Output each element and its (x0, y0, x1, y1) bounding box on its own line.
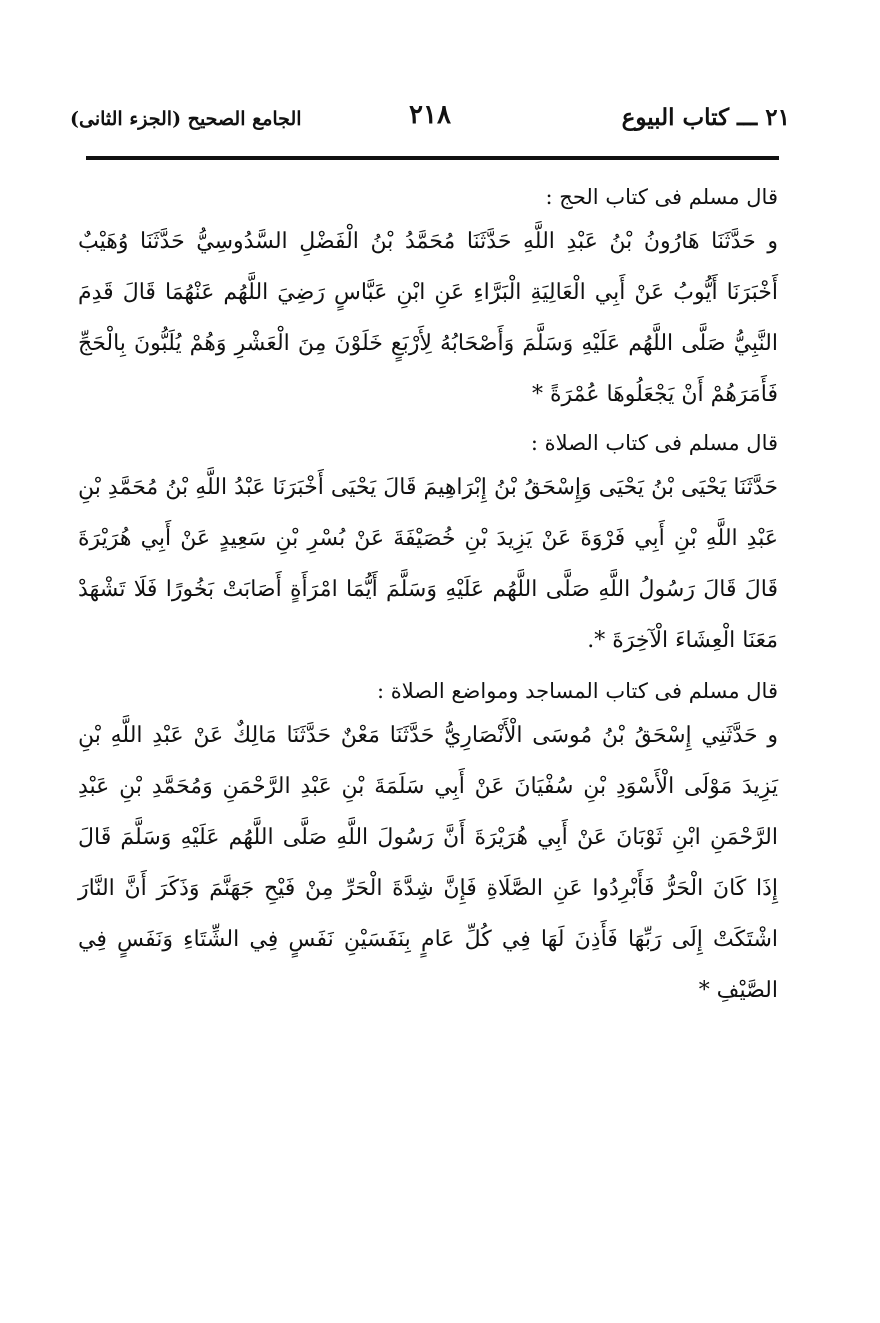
hadith-text: و حَدَّثَنَا هَارُونُ بْنُ عَبْدِ اللَّهِ حَدَّثَنَا مُحَمَّدُ بْنُ الْفَضْلِ السَّدُوسِيُّ حَدَّثَنَا وُهَيْبٌ أَخْبَرَنَا أَيُّوبُ عَنْ أَبِي الْعَالِيَةِ الْبَرَّاءِ عَنِ ابْنِ عَبَّاسٍ رَضِيَ اللَّهُم عَنْهُمَا قَالَ قَدِمَ النَّبِيُّ صَلَّى اللَّهُم عَلَيْهِ وَسَلَّمَ وَأَصْحَابُهُ لِأَرْبَعٍ خَلَوْنَ مِنَ الْعَشْرِ وَهُمْ يُلَبُّونَ بِالْحَجِّ فَأَمَرَهُمْ أَنْ يَجْعَلُوهَا عُمْرَةً * (78, 229, 778, 407)
page-number: ٢١٨ (409, 100, 451, 130)
section-hajj (78, 184, 778, 420)
book-title: الجامع الصحيح (الجزء الثانى) (70, 108, 302, 130)
running-header (70, 96, 790, 146)
hadith-text: حَدَّثَنَا يَحْيَى بْنُ يَحْيَى وَإِسْحَقُ بْنُ إِبْرَاهِيمَ قَالَ يَحْيَى أَخْبَرَنَا عَبْدُ اللَّهِ بْنُ مُحَمَّدِ بْنِ عَبْدِ اللَّهِ بْنِ أَبِي فَرْوَةَ عَنْ يَزِيدَ بْنِ خُصَيْفَةَ عَنْ بُسْرِ بْنِ سَعِيدٍ عَنْ أَبِي هُرَيْرَةَ قَالَ قَالَ رَسُولُ اللَّهِ صَلَّى اللَّهُم عَلَيْهِ وَسَلَّمَ أَيُّمَا امْرَأَةٍ أَصَابَتْ بَخُورًا فَلَا تَشْهَدْ مَعَنَا الْعِشَاءَ الْآخِرَةَ *. (78, 475, 779, 653)
hadith-text: و حَدَّثَنِي إِسْحَقُ بْنُ مُوسَى الْأَنْصَارِيُّ حَدَّثَنَا مَعْنٌ حَدَّثَنَا مَالِكٌ عَنْ عَبْدِ اللَّهِ بْنِ يَزِيدَ مَوْلَى الْأَسْوَدِ بْنِ سُفْيَانَ عَنْ أَبِي سَلَمَةَ بْنِ عَبْدِ الرَّحْمَنِ وَمُحَمَّدِ بْنِ عَبْدِ الرَّحْمَنِ ابْنِ ثَوْبَانَ عَنْ أَبِي هُرَيْرَةَ أَنَّ رَسُولَ اللَّهِ صَلَّى اللَّهُم عَلَيْهِ وَسَلَّمَ قَالَ إِذَا كَانَ الْحَرُّ فَأَبْرِدُوا عَنِ الصَّلَاةِ فَإِنَّ شِدَّةَ الْحَرِّ مِنْ فَيْحِ جَهَنَّمَ وَذَكَرَ أَنَّ النَّارَ اشْتَكَتْ إِلَى رَبِّهَا فَأَذِنَ لَهَا فِي كُلِّ عَامٍ بِنَفَسَيْنِ نَفَسٍ فِي الشِّتَاءِ وَنَفَسٍ فِي الصَّيْفِ * (78, 723, 779, 1003)
section-heading: قال مسلم فى كتاب الحج : (545, 185, 778, 209)
chapter-title: ٢١ ـــ كتاب البيوع (621, 104, 790, 131)
section-salat (78, 430, 778, 666)
section-heading: قال مسلم فى كتاب الصلاة : (530, 431, 778, 455)
section-heading: قال مسلم فى كتاب المساجد ومواضع الصلاة : (376, 679, 778, 703)
page-body (78, 184, 778, 1016)
header-divider (86, 156, 779, 160)
section-masajid (78, 678, 778, 1016)
